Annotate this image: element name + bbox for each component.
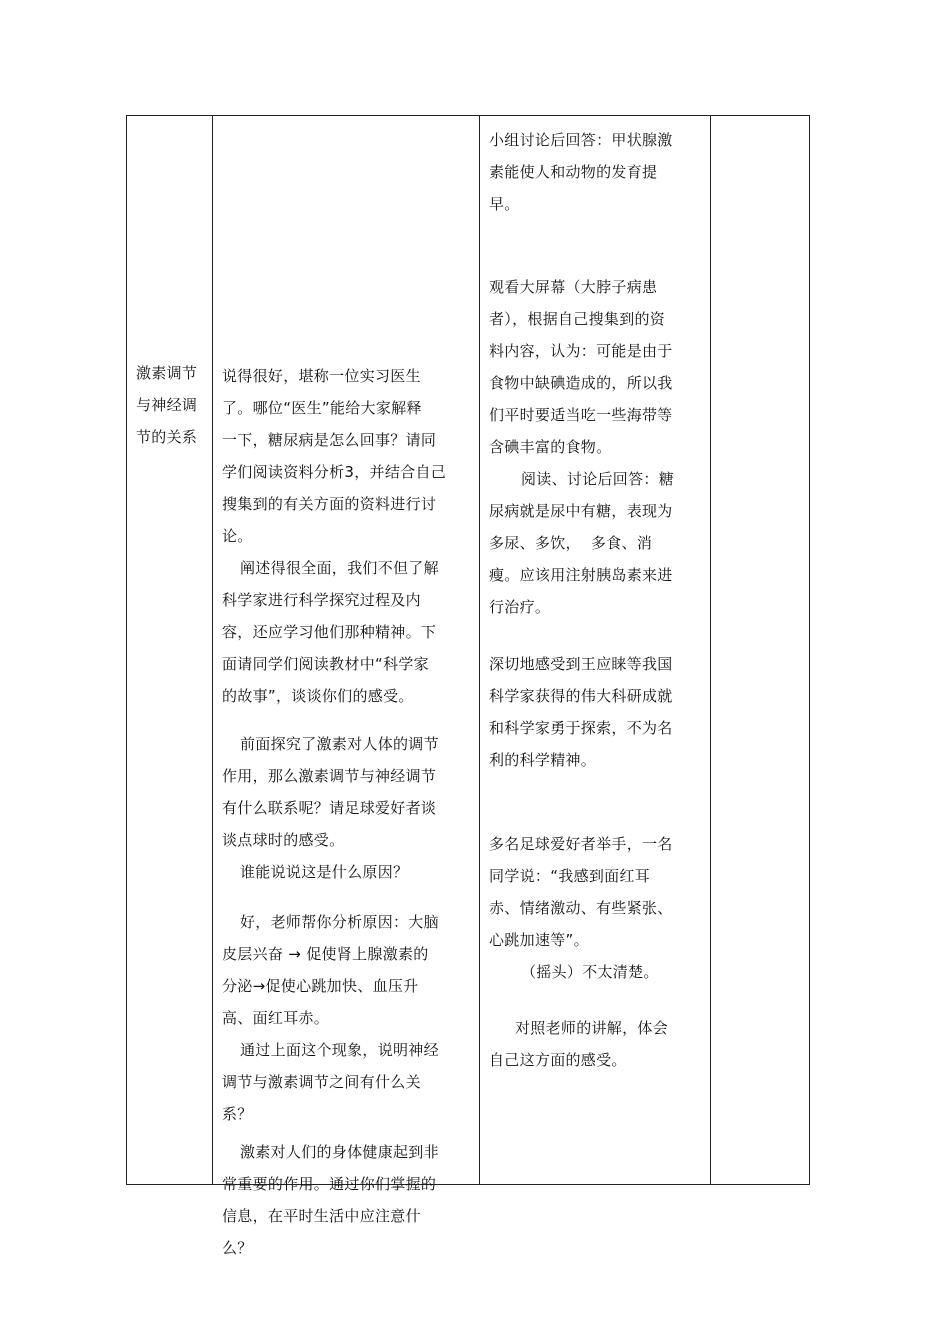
student-line: 和科学家勇于探索，不为名 (489, 719, 673, 737)
teacher-line: 常重要的作用。通过你们掌握的 (222, 1175, 437, 1193)
teacher-line: 容，还应学习他们那种精神。下 (222, 623, 437, 641)
teacher-line: 面请同学们阅读教材中“科学家 (222, 655, 429, 673)
topic-line: 激素调节 (136, 364, 198, 382)
teacher-line: 论。 (222, 527, 253, 545)
student-line: 们平时要适当吃一些海带等 (489, 406, 673, 424)
student-line: 料内容，认为：可能是由于 (489, 342, 673, 360)
teacher-line: 系？ (222, 1105, 253, 1123)
teacher-line: 谈点球时的感受。 (222, 831, 345, 849)
student-line: 多尿、多饮， 多食、消 (489, 534, 653, 552)
student-line: 观看大屏幕（大脖子病患 (489, 278, 658, 296)
teacher-line: 的故事”，谈谈你们的感受。 (222, 687, 414, 705)
topic-cell (127, 116, 212, 1184)
student-line: 赤、情绪激动、有些紧张、 (489, 899, 673, 917)
teacher-line: 激素对人们的身体健康起到非 (240, 1143, 439, 1161)
teacher-line: 好，老师帮你分析原因：大脑 (240, 913, 439, 931)
remarks-cell (711, 116, 809, 1184)
teacher-line: 高、面红耳赤。 (222, 1009, 330, 1027)
teacher-line: 皮层兴奋 → 促使肾上腺激素的 (222, 945, 429, 963)
teacher-line: 科学家进行科学探究过程及内 (222, 591, 421, 609)
teacher-line: 通过上面这个现象，说明神经 (240, 1041, 439, 1059)
student-line: 心跳加速等”。 (489, 931, 589, 949)
student-line: 尿病就是尿中有糖，表现为 (489, 502, 673, 520)
teacher-line: 搜集到的有关方面的资料进行讨 (222, 495, 437, 513)
teacher-activity-cell (213, 116, 479, 1257)
lesson-table (126, 115, 810, 1257)
teacher-line: 学们阅读资料分析3，并结合自己 (222, 463, 447, 481)
teacher-line: 前面探究了激素对人体的调节 (240, 735, 439, 753)
teacher-line: 阐述得很全面，我们不但了解 (240, 559, 439, 577)
topic-line: 节的关系 (136, 428, 198, 446)
teacher-line: 说得很好，堪称一位实习医生 (222, 367, 421, 385)
student-line: 行治疗。 (489, 598, 551, 616)
student-line: 早。 (489, 195, 520, 213)
student-line: 食物中缺碘造成的，所以我 (489, 374, 673, 392)
student-activity-cell (480, 116, 710, 1184)
teacher-line: 作用，那么激素调节与神经调节 (222, 767, 437, 785)
student-line: 者），根据自己搜集到的资 (489, 310, 666, 328)
student-line: 深切地感受到王应睐等我国 (489, 655, 673, 673)
student-line: 阅读、讨论后回答：糖 (521, 470, 675, 488)
student-line: 科学家获得的伟大科研成就 (489, 687, 673, 705)
teacher-line: 了。哪位“医生”能给大家解释 (222, 399, 422, 417)
student-line: 同学说：“我感到面红耳 (489, 867, 651, 885)
teacher-line: 么？ (222, 1239, 253, 1257)
student-line: 多名足球爱好者举手，一名 (489, 835, 673, 853)
student-line: 利的科学精神。 (489, 751, 597, 769)
student-line: 瘦。应该用注射胰岛素来进 (489, 566, 673, 584)
topic-line: 与神经调 (136, 396, 198, 414)
student-line: 小组讨论后回答：甲状腺激 (489, 131, 673, 149)
teacher-line: 调节与激素调节之间有什么关 (222, 1073, 421, 1091)
teacher-line: 有什么联系呢？请足球爱好者谈 (222, 799, 437, 817)
student-line: （摇头）不太清楚。 (521, 963, 659, 981)
teacher-line: 信息，在平时生活中应注意什 (222, 1207, 421, 1225)
student-line: 素能使人和动物的发育提 (489, 163, 658, 181)
teacher-line: 谁能说说这是什么原因？ (240, 863, 409, 881)
student-line: 对照老师的讲解，体会 (515, 1019, 669, 1037)
teacher-line: 分泌→促使心跳加快、血压升 (222, 977, 419, 995)
student-line: 含碘丰富的食物。 (489, 438, 612, 456)
student-line: 自己这方面的感受。 (489, 1051, 627, 1069)
teacher-line: 一下，糖尿病是怎么回事？请同 (222, 431, 437, 449)
